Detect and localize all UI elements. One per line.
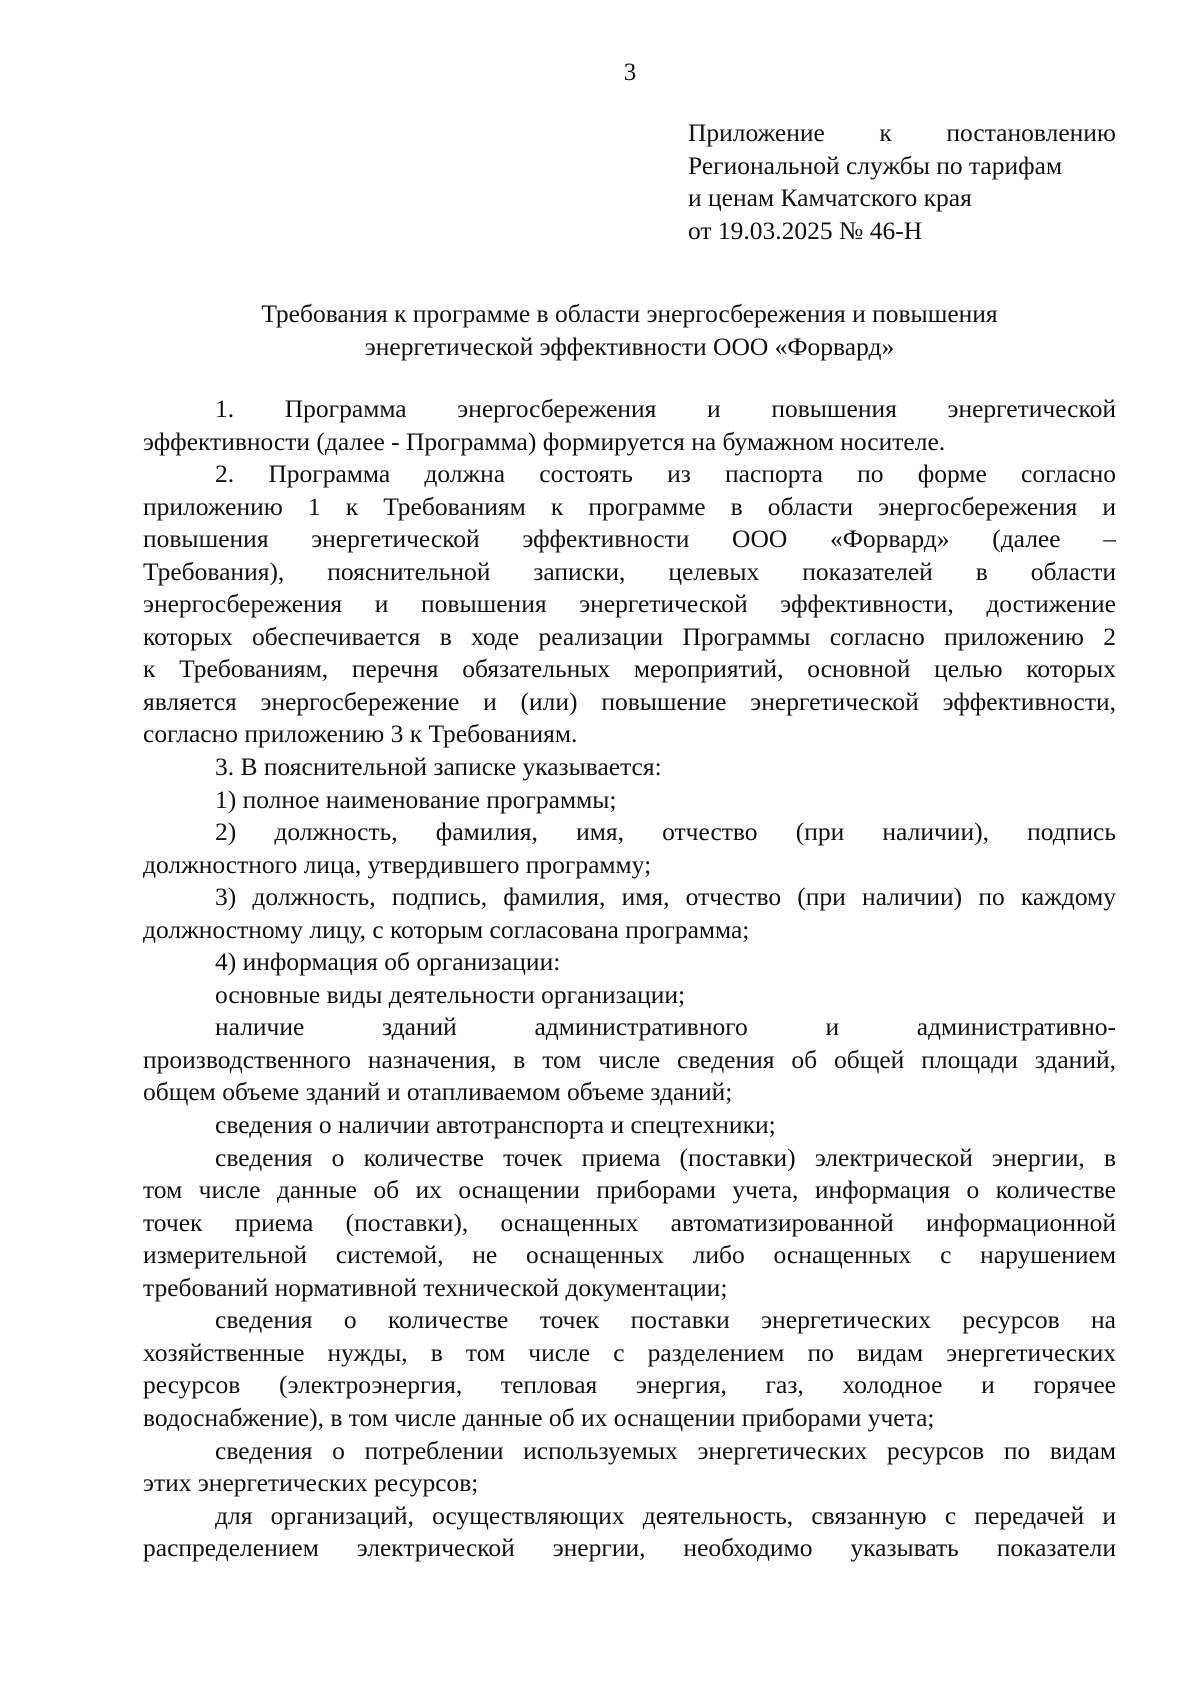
list-item-2-line: должностного лица, утвердившего программу; — [143, 849, 652, 879]
annex-header — [688, 117, 1116, 247]
org-info-line: хозяйственные нужды, в том числе с разделением по видам энергетических — [143, 1337, 1116, 1367]
org-info-line: сведения о количестве точек приема (поставки) электрической энергии, в — [215, 1142, 1116, 1172]
org-info-line: сведения о наличии автотранспорта и спецтехники; — [215, 1110, 776, 1140]
org-info-line: распределением электрической энергии, необходимо указывать показатели — [143, 1533, 1116, 1563]
org-info-line: измерительной системой, не оснащенных либо оснащенных с нарушением — [143, 1240, 1116, 1270]
list-item-1-line: 1) полное наименование программы; — [215, 784, 617, 814]
document-title — [143, 298, 1116, 363]
paragraph-2-line: 2. Программа должна состоять из паспорта по форме согласно — [215, 459, 1116, 489]
org-info-line: этих энергетических ресурсов; — [143, 1468, 479, 1498]
paragraph-2-line: приложению 1 к Требованиям к программе в области энергосбережения и — [143, 491, 1116, 521]
org-info-line: том числе данные об их оснащении приборами учета, информация о количестве — [143, 1175, 1116, 1205]
paragraph-1-line: эффективности (далее - Программа) формируется на бумажном носителе. — [143, 426, 946, 456]
org-info-line: ресурсов (электроэнергия, тепловая энергия, газ, холодное и горячее — [143, 1370, 1116, 1400]
list-item-3-line: должностному лицу, с которым согласована программа; — [143, 914, 750, 944]
title-line: Требования к программе в области энергосбережения и повышения — [261, 299, 998, 328]
paragraph-2-line: согласно приложению 3 к Требованиям. — [143, 719, 578, 749]
list-item-4-line: 4) информация об организации: — [215, 947, 561, 977]
page-number: 3 — [623, 59, 637, 86]
paragraph-3-line: 3. В пояснительной записке указывается: — [215, 752, 662, 782]
paragraph-2-line: является энергосбережение и (или) повышение энергетической эффективности, — [143, 686, 1116, 716]
paragraph-1-line: 1. Программа энергосбережения и повышения энергетической — [215, 394, 1116, 423]
paragraph-2-line: энергосбережения и повышения энергетической эффективности, достижение — [143, 589, 1116, 619]
org-info-line: требований нормативной технической документации; — [143, 1272, 728, 1302]
list-item-2-line: 2) должность, фамилия, имя, отчество (при наличии), подпись — [215, 817, 1116, 847]
paragraph-2-line: которых обеспечивается в ходе реализации Программы согласно приложению 2 — [143, 621, 1116, 651]
list-item-3-line: 3) должность, подпись, фамилия, имя, отчество (при наличии) по каждому — [215, 882, 1116, 912]
paragraph-2-line: повышения энергетической эффективности ООО «Форвард» (далее – — [143, 524, 1116, 554]
org-info-line: сведения о потреблении используемых энергетических ресурсов по видам — [215, 1435, 1116, 1465]
org-info-line: точек приема (поставки), оснащенных автоматизированной информационной — [143, 1207, 1116, 1237]
paragraph-2-line: Требования), пояснительной записки, целевых показателей в области — [143, 556, 1116, 586]
org-info-line: общем объеме зданий и отапливаемом объеме зданий; — [143, 1077, 733, 1107]
org-info-line: сведения о количестве точек поставки энергетических ресурсов на — [215, 1305, 1116, 1335]
org-info-line: наличие зданий административного и административно- — [215, 1012, 1116, 1042]
annex-line: Региональной службы по тарифам — [688, 150, 1063, 180]
org-info-line: для организаций, осуществляющих деятельность, связанную с передачей и — [215, 1500, 1116, 1530]
document-body — [143, 393, 1116, 1565]
paragraph-2-line: к Требованиям, перечня обязательных мероприятий, основной целью которых — [143, 654, 1116, 684]
title-line: энергетической эффективности ООО «Форвард» — [364, 331, 895, 361]
annex-line: и ценам Камчатского края — [688, 183, 972, 212]
annex-line: от 19.03.2025 № 46-Н — [688, 215, 923, 245]
org-info-line: производственного назначения, в том числе сведения об общей площади зданий, — [143, 1044, 1116, 1074]
annex-line: Приложение к постановлению — [688, 118, 1116, 147]
org-info-line: водоснабжение), в том числе данные об их оснащении приборами учета; — [143, 1402, 935, 1432]
org-info-line: основные виды деятельности организации; — [215, 979, 686, 1009]
